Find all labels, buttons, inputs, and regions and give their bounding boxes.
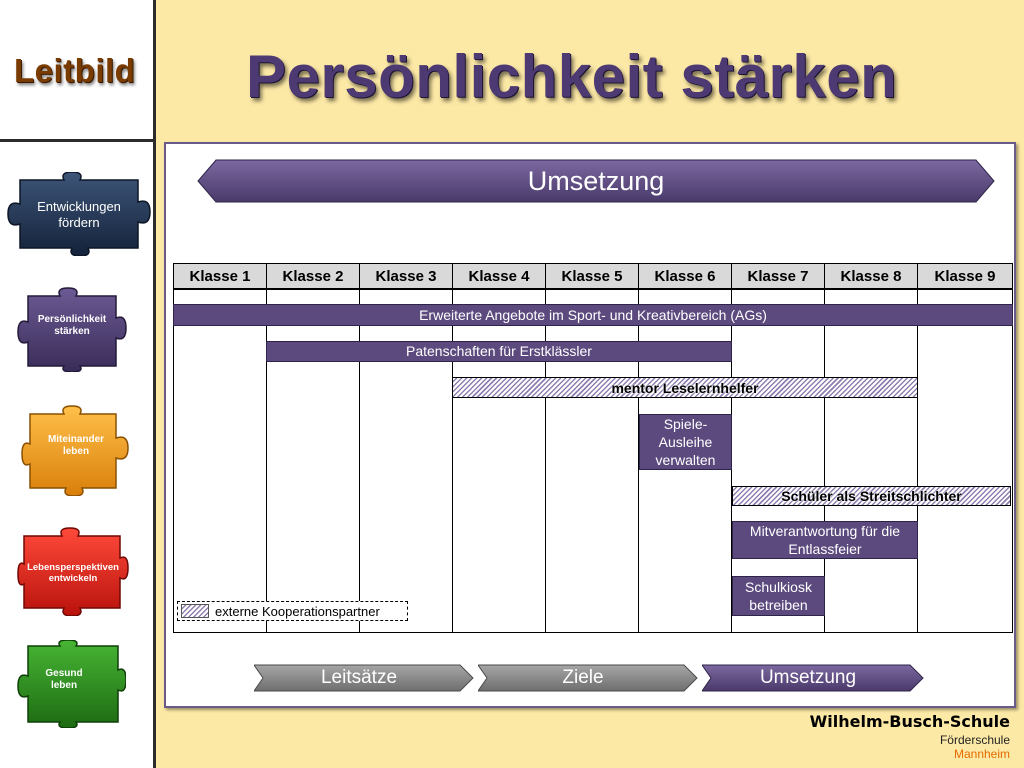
sidebar-item-label: entwickeln — [48, 573, 98, 585]
bar-spiele-ausleihe: Spiele- Ausleihe verwalten — [639, 414, 732, 470]
sidebar-item-label: Gesund — [45, 668, 83, 679]
table-header: Klasse 1 — [173, 263, 267, 289]
table-header: Klasse 9 — [917, 263, 1013, 289]
table-header: Klasse 5 — [545, 263, 639, 289]
step-label: Umsetzung — [759, 667, 857, 688]
sidebar-item-label: stärken — [54, 326, 90, 337]
table-header: Klasse 2 — [266, 263, 360, 289]
school-city: Mannheim — [953, 747, 1010, 761]
sidebar-item-label: leben — [50, 680, 78, 691]
legend-label: externe Kooperationspartner — [215, 603, 380, 619]
legend-hatch-swatch — [181, 604, 209, 618]
school-type: Förderschule — [939, 733, 1010, 747]
table-gridline — [1012, 289, 1013, 633]
sidebar-item-gesund[interactable] — [14, 640, 126, 728]
sidebar-item-label: leben — [62, 446, 90, 457]
bar-patenschaften: Patenschaften für Erstklässler — [266, 341, 732, 362]
bar-mentor-label: mentor Leselernhelfer — [611, 379, 759, 396]
table-header: Klasse 4 — [452, 263, 546, 289]
sidebar-item-entwicklungen[interactable] — [6, 172, 152, 256]
step-umsetzung[interactable] — [702, 664, 924, 692]
sidebar — [0, 0, 160, 768]
step-label: Leitsätze — [320, 667, 398, 688]
school-name: Wilhelm-Busch-Schule — [809, 712, 1010, 731]
bar-schulkiosk: Schulkiosk betreiben — [732, 576, 825, 616]
legend — [177, 601, 408, 621]
table-header: Klasse 7 — [731, 263, 825, 289]
table-gridline — [917, 289, 918, 633]
leitbild-label: Leitbild — [14, 52, 136, 89]
sidebar-item-label: fördern — [58, 214, 100, 230]
sidebar-item-label: Persönlichkeit — [37, 314, 107, 325]
table-header: Klasse 3 — [359, 263, 453, 289]
bar-ags: Erweiterte Angebote im Sport- und Kreativbereich (AGs) — [173, 304, 1013, 326]
umsetzung-banner — [196, 158, 996, 204]
bar-streitschlichter — [732, 486, 1011, 506]
leitbild-box — [0, 0, 156, 142]
step-leitsaetze[interactable] — [254, 664, 474, 692]
table-gridline — [173, 289, 174, 633]
page-title: Persönlichkeit stärken — [246, 43, 898, 110]
sidebar-item-label: Lebensperspektiven — [27, 562, 119, 573]
table-header: Klasse 6 — [638, 263, 732, 289]
table-header: Klasse 8 — [824, 263, 918, 289]
sidebar-item-label: Miteinander — [47, 434, 105, 445]
step-label: Ziele — [562, 667, 604, 688]
bar-mitverantwortung: Mitverantwortung für die Entlassfeier — [732, 521, 918, 559]
sidebar-item-lebensperspektiven[interactable] — [16, 526, 130, 616]
table-gridline — [173, 289, 1013, 290]
step-ziele[interactable] — [478, 664, 698, 692]
school-logo-text — [810, 712, 1010, 761]
banner-label: Umsetzung — [527, 165, 665, 196]
sidebar-item-persoenlichkeit[interactable] — [16, 286, 128, 372]
bar-mentor — [452, 377, 918, 398]
sidebar-item-label: Entwicklungen — [37, 199, 121, 214]
sidebar-item-miteinander[interactable] — [20, 404, 132, 496]
bar-streitschlichter-label: Schüler als Streitschlichter — [781, 488, 962, 504]
table-gridline — [173, 632, 1013, 633]
